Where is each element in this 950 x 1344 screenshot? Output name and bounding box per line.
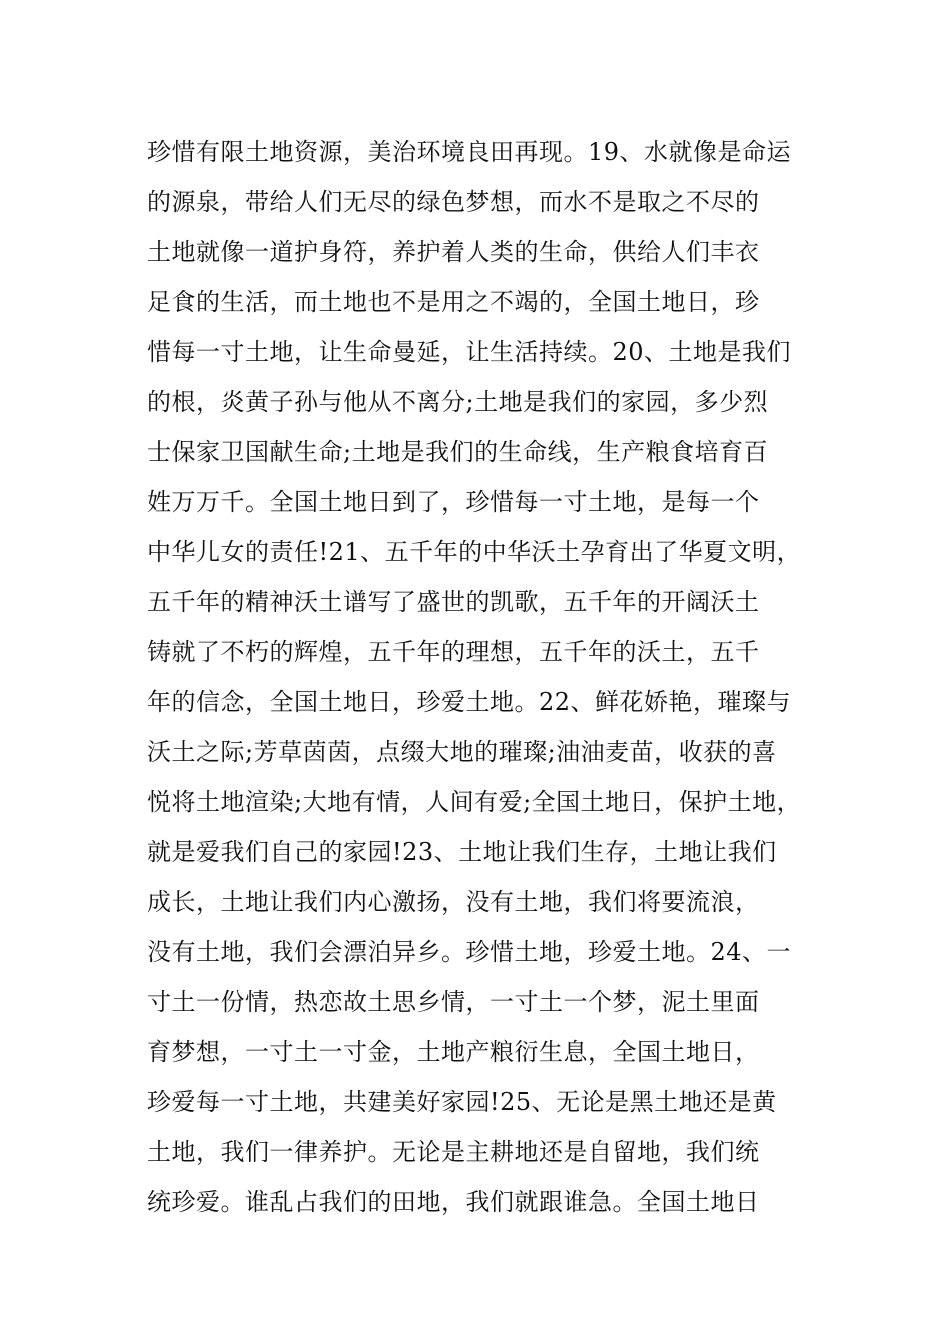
text-line: 珍惜有限土地资源，美治环境良田再现。19、水就像是命运 xyxy=(147,138,792,166)
text-line: 统珍爱。谁乱占我们的田地，我们就跟谁急。全国土地日 xyxy=(147,1188,760,1216)
text-line: 土地就像一道护身符，养护着人类的生命，供给人们丰衣 xyxy=(147,238,760,266)
text-line: 土地，我们一律养护。无论是主耕地还是自留地，我们统 xyxy=(147,1138,760,1166)
text-line: 沃土之际;芳草茵茵，点缀大地的璀璨;油油麦苗，收获的喜 xyxy=(147,738,777,766)
text-line: 铸就了不朽的辉煌，五千年的理想，五千年的沃土，五千 xyxy=(147,638,760,666)
text-line: 育梦想，一寸土一寸金，土地产粮衍生息，全国土地日， xyxy=(147,1038,760,1066)
text-line: 足食的生活，而土地也不是用之不竭的，全国土地日，珍 xyxy=(147,288,760,316)
text-line: 寸土一份情，热恋故土思乡情，一寸土一个梦，泥土里面 xyxy=(147,988,760,1016)
text-line: 姓万万千。全国土地日到了，珍惜每一寸土地，是每一个 xyxy=(147,488,760,516)
body-text xyxy=(147,132,807,1232)
text-line: 的根，炎黄子孙与他从不离分;土地是我们的家园，多少烈 xyxy=(147,388,769,416)
text-line: 珍爱每一寸土地，共建美好家园!25、无论是黑土地还是黄 xyxy=(147,1088,777,1116)
text-line: 年的信念，全国土地日，珍爱土地。22、鲜花娇艳，璀璨与 xyxy=(147,688,792,716)
text-line: 成长，土地让我们内心激扬，没有土地，我们将要流浪， xyxy=(147,888,760,916)
text-line: 就是爱我们自己的家园!23、土地让我们生存，土地让我们 xyxy=(147,838,777,866)
text-line: 没有土地，我们会漂泊异乡。珍惜土地，珍爱土地。24、一 xyxy=(147,938,792,966)
text-line: 士保家卫国献生命;土地是我们的生命线，生产粮食培育百 xyxy=(147,438,769,466)
text-line: 五千年的精神沃土谱写了盛世的凯歌，五千年的开阔沃土 xyxy=(147,588,760,616)
text-line: 的源泉，带给人们无尽的绿色梦想，而水不是取之不尽的 xyxy=(147,188,760,216)
text-line: 中华儿女的责任!21、五千年的中华沃土孕育出了华夏文明， xyxy=(147,538,802,566)
text-line: 悦将土地渲染;大地有情，人间有爱;全国土地日，保护土地， xyxy=(147,788,802,816)
text-line: 惜每一寸土地，让生命曼延，让生活持续。20、土地是我们 xyxy=(147,338,792,366)
